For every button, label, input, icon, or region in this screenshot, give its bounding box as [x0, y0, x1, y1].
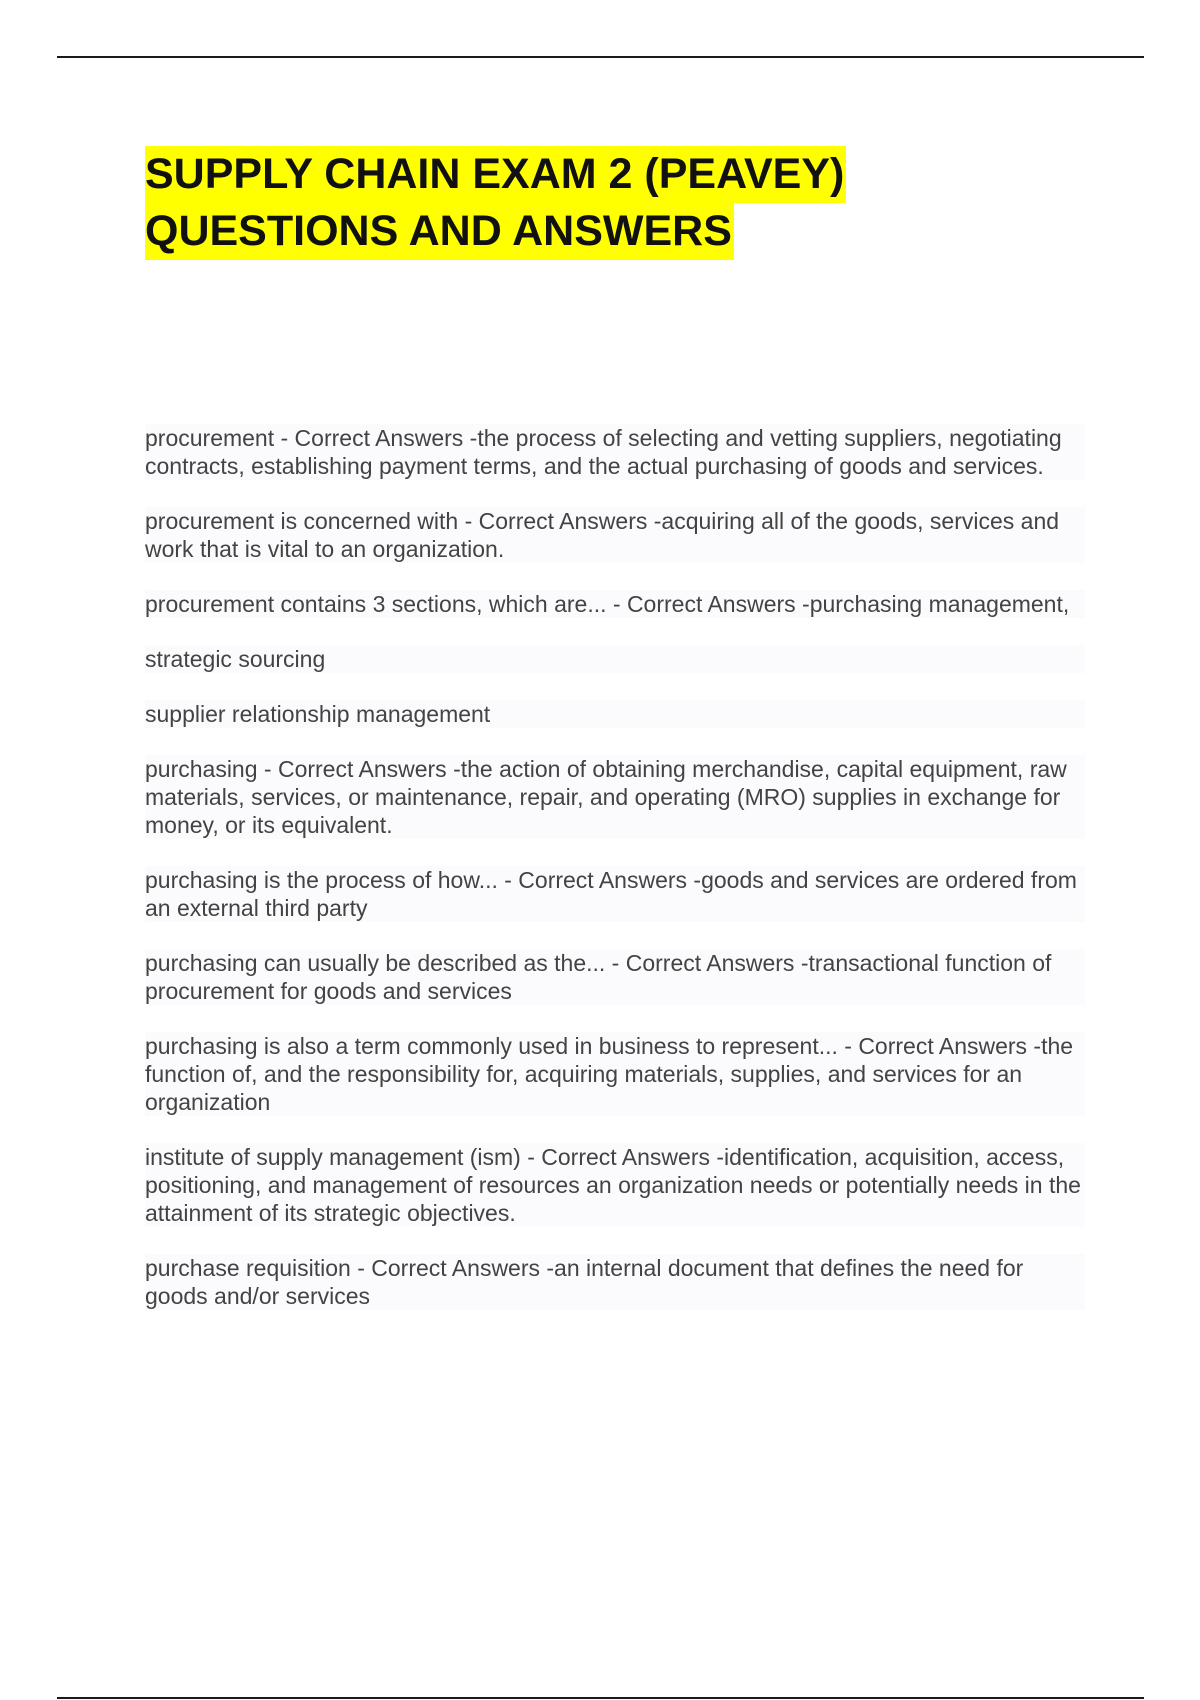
qa-paragraph-purchase-requisition: purchase requisition - Correct Answers -an internal document that defines the need for goods and/or services [145, 1254, 1085, 1310]
qa-paragraph-procurement: procurement - Correct Answers -the process of selecting and vetting suppliers, negotiating contracts, establishing payment terms, and the actual purchasing of goods and services. [145, 424, 1085, 480]
qa-paragraph-supplier-relationship: supplier relationship management [145, 700, 1085, 728]
qa-paragraph-purchasing-term: purchasing is also a term commonly used in business to represent... - Correct Answers -the function of, and the responsibility for, acquiring materials, supplies, and services for an organization [145, 1032, 1085, 1116]
top-rule [57, 56, 1144, 58]
qa-paragraph-procurement-sections: procurement contains 3 sections, which are... - Correct Answers -purchasing management, [145, 590, 1085, 618]
qa-paragraph-purchasing: purchasing - Correct Answers -the action of obtaining merchandise, capital equipment, raw materials, services, or maintenance, repair, and operating (MRO) supplies in exchange for money, or its equivalent. [145, 755, 1085, 839]
qa-content [145, 424, 1085, 1337]
qa-paragraph-ism: institute of supply management (ism) - Correct Answers -identification, acquisition, access, positioning, and management of resources an organization needs or potentially needs in the attainment of its strategic objectives. [145, 1143, 1085, 1227]
document-title [145, 146, 1005, 260]
qa-paragraph-purchasing-described: purchasing can usually be described as the... - Correct Answers -transactional function of procurement for goods and services [145, 949, 1085, 1005]
qa-paragraph-purchasing-process: purchasing is the process of how... - Correct Answers -goods and services are ordered from an external third party [145, 866, 1085, 922]
qa-paragraph-strategic-sourcing: strategic sourcing [145, 645, 1085, 673]
bottom-rule [57, 1697, 1144, 1699]
title-line-1: SUPPLY CHAIN EXAM 2 (PEAVEY) [145, 146, 846, 203]
title-line-2: QUESTIONS AND ANSWERS [145, 203, 734, 260]
qa-paragraph-procurement-concerned: procurement is concerned with - Correct Answers -acquiring all of the goods, services and work that is vital to an organization. [145, 507, 1085, 563]
